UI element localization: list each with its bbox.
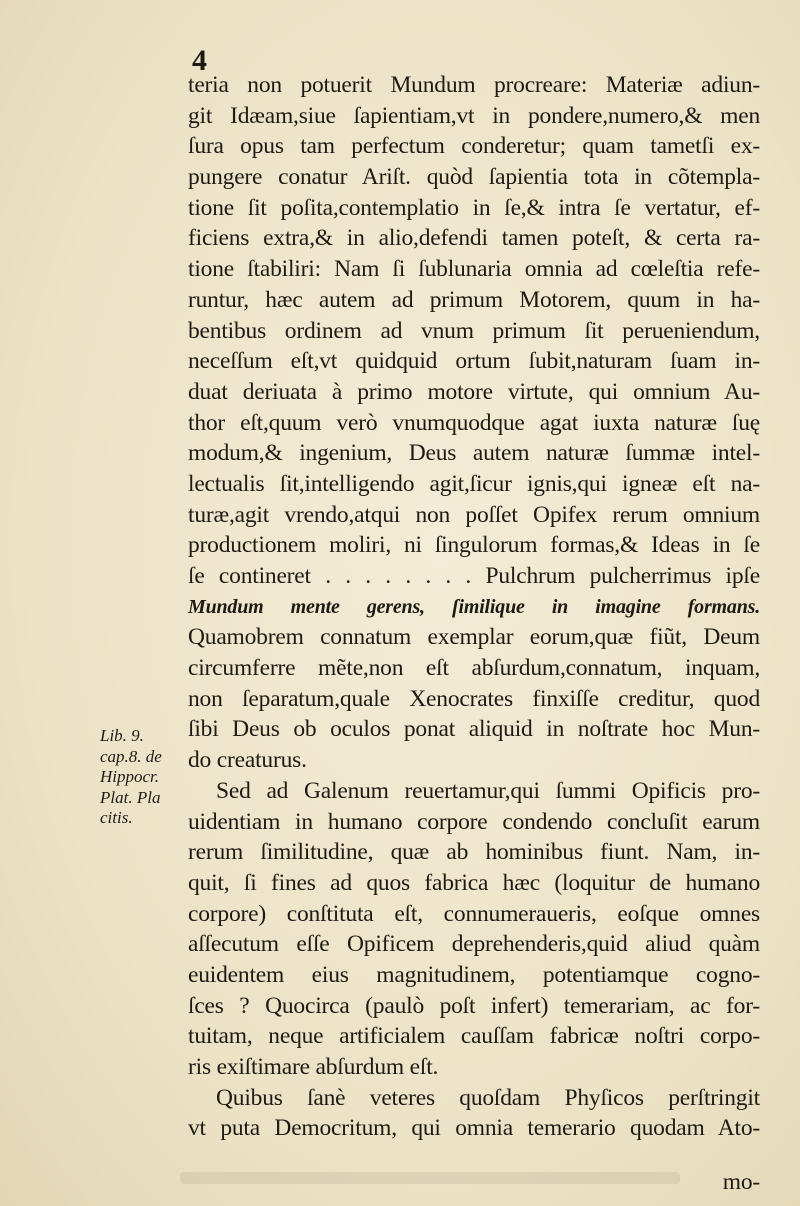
text-line: tione ſit poſita,contemplatio in ſe,& intra ſe vertatur, ef-: [188, 194, 760, 221]
text-line: vt puta Democritum, qui omnia temerario quodam Ato-: [188, 1115, 760, 1142]
text-line: non ſeparatum,quale Xenocrates finxiſſe creditur, quod: [188, 685, 760, 712]
text-line: rerum ſimilitudine, quæ ab hominibus fiunt. Nam, in-: [188, 839, 760, 866]
text-line: runtur, hæc autem ad primum Motorem, quum in ha-: [188, 286, 760, 313]
text-line: neceſſum eſt,vt quidquid ortum ſubit,naturam ſuam in-: [188, 348, 760, 375]
body-text: [188, 70, 760, 1197]
margin-note-line: Hippocr.: [100, 767, 160, 786]
text-line: ris exiſtimare abſurdum eſt.: [188, 1054, 439, 1080]
margin-note: [100, 726, 186, 829]
text-line: lectualis ſit,intelligendo agit,ſicur ignis,qui igneæ eſt na-: [188, 470, 760, 497]
text-line: ſura opus tam perfectum conderetur; quam tametſi ex-: [188, 133, 760, 160]
text-line: teria non potuerit Mundum procreare: Materiæ adiun-: [188, 72, 760, 98]
text-line: bentibus ordinem ad vnum primum ſit perueniendum,: [188, 317, 760, 344]
paragraph-start: Sed ad Galenum reuertamur,qui ſummi Opificis pro-: [216, 777, 760, 804]
text-line: productionem moliri, ni ſingulorum formas,& Ideas in ſe: [188, 532, 760, 559]
text-line: aſſecutum eſſe Opificem deprehenderis,quid aliud quàm: [188, 931, 760, 958]
text-line: modum,& ingenium, Deus autem naturæ ſummæ intel-: [188, 440, 760, 467]
text-line: corpore) conſtituta eſt, connumeraueris, eoſque omnes: [188, 900, 760, 927]
text-line: euidentem eius magnitudinem, potentiamque cogno-: [188, 961, 760, 988]
text-line: git Idæam,siue ſapientiam,vt in pondere,numero,& men: [188, 102, 760, 129]
margin-note-line: Lib. 9.: [100, 726, 144, 745]
text-line: tione ſtabiliri: Nam ſi ſublunaria omnia ad cœleſtia refe-: [188, 256, 760, 283]
catchword: mo-: [722, 1168, 760, 1195]
text-line: ſibi Deus ob oculos ponat aliquid in noſtrate hoc Mun-: [188, 716, 760, 743]
margin-note-line: citis.: [100, 808, 133, 827]
text-line: quit, ſi fines ad quos fabrica hæc (loquitur de humano: [188, 869, 760, 896]
text-line: do creaturus.: [188, 747, 307, 774]
text-line: duat deriuata à primo motore virtute, qui omnium Au-: [188, 378, 760, 405]
paragraph-start: Quibus ſanè veteres quoſdam Phyſicos perſtringit: [216, 1084, 760, 1111]
text-line: ficiens extra,& in alio,defendi tamen poteſt, & certa ra-: [188, 225, 760, 252]
text-line: circumferre mẽte,non eſt abſurdum,connatum, inquam,: [188, 655, 760, 682]
text-line: ſces ? Quocirca (paulò poſt infert) temerariam, ac for-: [188, 992, 760, 1019]
text-line: turæ,agit vrendo,atqui non poſſet Opifex rerum omnium: [188, 501, 760, 528]
margin-note-line: cap.8. de: [100, 746, 162, 766]
page-number: 4: [192, 44, 207, 77]
text-line: thor eſt,quum verò vnumquodque agat iuxta naturæ ſuę: [188, 409, 760, 436]
text-line: tuitam, neque artificialem cauſſam fabricæ noſtri corpo-: [188, 1023, 760, 1050]
text-line: ſe contineret . . . . . . . . Pulchrum pulcherrimus ipſe: [188, 563, 760, 589]
margin-note-line: Plat. Pla: [100, 787, 161, 807]
text-line: pungere conatur Ariſt. quòd ſapientia tota in cõtempla-: [188, 164, 760, 191]
text-line: Quamobrem connatum exemplar eorum,quæ fiũt, Deum: [188, 624, 760, 651]
verse-quote: Mundum mente gerens, ſimilique in imagine formans.: [188, 595, 760, 618]
text-line: uidentiam in humano corpore condendo concluſit earum: [188, 808, 760, 835]
